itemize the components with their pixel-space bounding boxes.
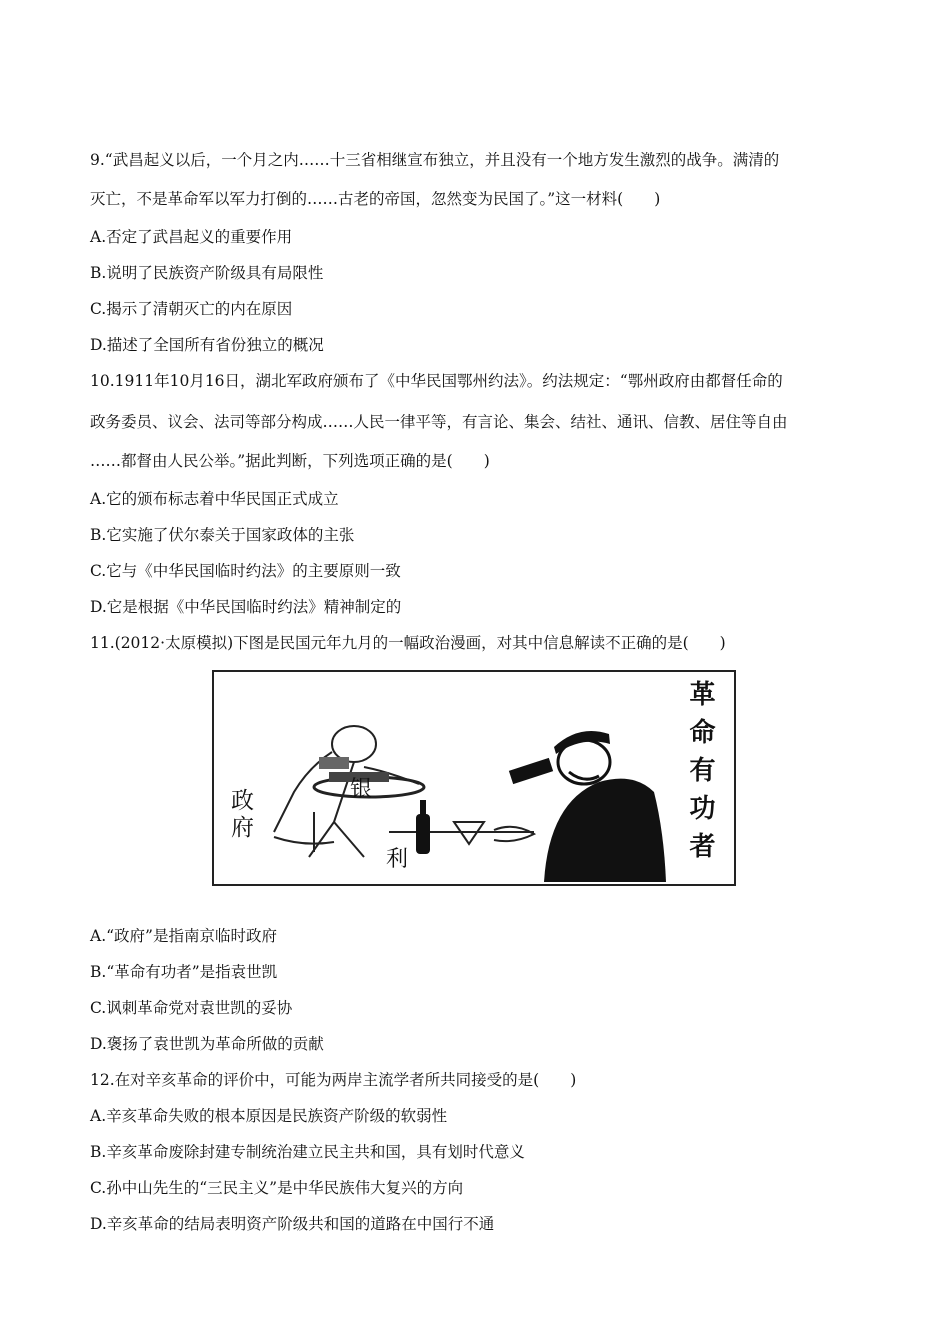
q10-option-d: D.它是根据《中华民国临时约法》精神制定的: [90, 598, 402, 616]
q11-option-d: D.褒扬了袁世凯为革命所做的贡献: [90, 1035, 324, 1053]
right-figure: [509, 731, 666, 882]
cartoon-drawing: [214, 672, 734, 884]
q12-option-c: C.孙中山先生的“三民主义”是中华民族伟大复兴的方向: [90, 1179, 464, 1197]
cartoon-label-silver: 银: [350, 777, 373, 802]
q9-option-c: C.揭示了清朝灭亡的内在原因: [90, 300, 293, 318]
cartoon-label-profit: 利: [386, 847, 409, 872]
political-cartoon: [212, 670, 736, 886]
q11-stem: 11.(2012·太原模拟)下图是民国元年九月的一幅政治漫画，对其中信息解读不正确的是( ): [90, 634, 726, 652]
q11-option-b: B.“革命有功者”是指袁世凯: [90, 963, 278, 981]
q12-stem: 12.在对辛亥革命的评价中，可能为两岸主流学者所共同接受的是( ): [90, 1071, 577, 1089]
q9-stem-line1: 9.“武昌起义以后，一个月之内……十三省相继宣布独立，并且没有一个地方发生激烈的战争。满清的: [90, 151, 780, 169]
left-figure-head: [332, 726, 376, 762]
q10-stem-line3: ……都督由人民公举。”据此判断，下列选项正确的是( ): [90, 452, 490, 470]
q10-option-a: A.它的颁布标志着中华民国正式成立: [90, 490, 339, 508]
q12-option-a: A.辛亥革命失败的根本原因是民族资产阶级的软弱性: [90, 1107, 448, 1125]
q11-option-a: A.“政府”是指南京临时政府: [90, 927, 277, 945]
cartoon-label-government: 政府: [227, 788, 253, 842]
bottle: [416, 800, 430, 854]
q9-stem-line2: 灭亡，不是革命军以军力打倒的……古老的帝国，忽然变为民国了。”这一材料( ): [90, 190, 661, 208]
q9-option-a: A.否定了武昌起义的重要作用: [90, 228, 293, 246]
q9-option-d: D.描述了全国所有省份独立的概况: [90, 336, 324, 354]
cartoon-title-vertical: 革命有功者: [685, 680, 715, 870]
q10-option-b: B.它实施了伏尔泰关于国家政体的主张: [90, 526, 355, 544]
q10-option-c: C.它与《中华民国临时约法》的主要原则一致: [90, 562, 401, 580]
q10-stem-line2: 政务委员、议会、法司等部分构成……人民一律平等，有言论、集会、结社、通讯、信教、居住等自由: [90, 413, 788, 431]
q12-option-b: B.辛亥革命废除封建专制统治建立民主共和国，具有划时代意义: [90, 1143, 525, 1161]
q10-stem-line1: 10.1911年10月16日，湖北军政府颁布了《中华民国鄂州约法》。约法规定：“鄂州政府由都督任命的: [90, 372, 783, 390]
q9-option-b: B.说明了民族资产阶级具有局限性: [90, 264, 324, 282]
q11-option-c: C.讽刺革命党对袁世凯的妥协: [90, 999, 293, 1017]
q12-option-d: D.辛亥革命的结局表明资产阶级共和国的道路在中国行不通: [90, 1215, 495, 1233]
